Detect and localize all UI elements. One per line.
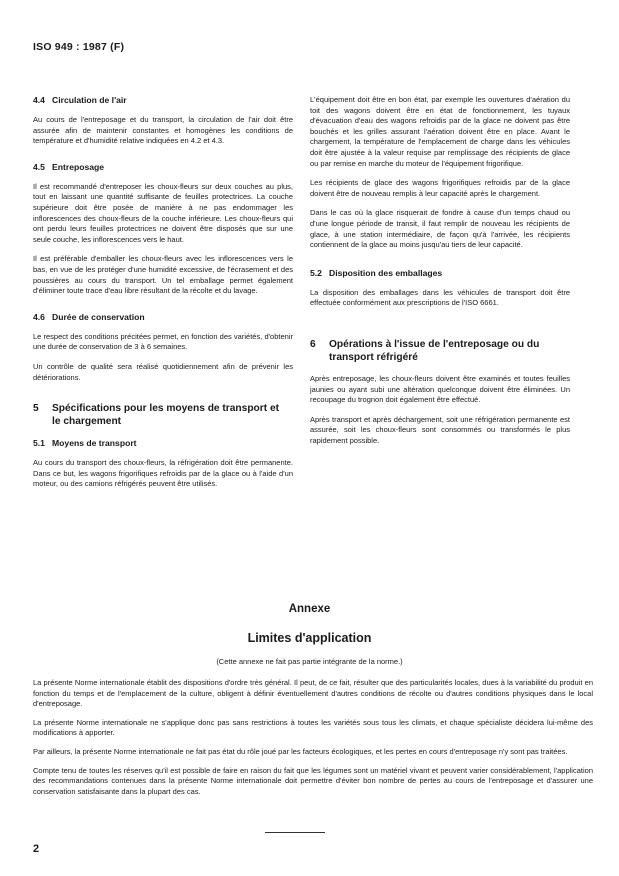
section-number: 5.1 [33,438,45,449]
section-title: Moyens de transport [52,438,137,449]
section-number: 4.6 [33,311,45,322]
annex-note: (Cette annexe ne fait pas partie intégrante de la norme.) [216,657,403,666]
section-number: 4.5 [33,161,45,172]
annex-paragraph-4: Compte tenu de toutes les réserves qu'il est possible de faire en raison du fait que les légumes sont un matériel vivant et peuvent varier considérablement, l'application des recommandations contenues dans la présente Norme internationale doit permettre d'éviter bon nombre de pertes au cours de l'entreposage et d'assurer une conservation satisfaisante dans la plupart des cas. [33,765,593,796]
section-title: Opérations à l'issue de l'entreposage ou du transport réfrigéré [329,338,540,363]
section-4-4-paragraph-1: Au cours de l'entreposage et du transport, la circulation de l'air doit être assurée afin de maintenir constantes et homogènes les conditions de température et d'humidité relative indiquées en 4.2 et 4.3. [33,115,293,146]
annex-label: Annexe [288,603,331,615]
section-title: Durée de conservation [52,311,145,322]
annex-paragraph-2: La présente Norme internationale ne s'applique donc pas sans restrictions à toutes les variétés sous tous les climats, et chaque spécialiste décidera lui-même des modifications à apporter. [33,717,593,738]
section-5-1-continued-paragraph-1: L'équipement doit être en bon état, par exemple les ouvertures d'aération du toit des wagons doivent être en état de fonctionnement, les tuyaux d'évacuation d'eau des wagons refroidis par de la glace ne doivent pas être bouchés et les grilles assurant l'aération doivent être en place. Avant le chargement, la température de l'emplacement de charge dans les véhicules doit être ajustée à la valeur requise par remplissage des récipients de glace ou par remise en marche du moteur de l'équipement frigorifique. [310,95,570,168]
section-4-6-heading [33,312,293,322]
section-6-paragraph-2: Après transport et après déchargement, soit une réfrigération permanente est assurée, soit les choux-fleurs sont consommés ou transformés le plus rapidement possible. [310,414,570,445]
section-5-2-paragraph-1: La disposition des emballages dans les véhicules de transport doit être effectuée conformément aux prescriptions de l'ISO 6661. [310,287,570,308]
section-4-6-paragraph-2: Un contrôle de qualité sera réalisé quotidiennement afin de prévenir les détériorations. [33,361,293,382]
section-number: 6 [310,338,316,350]
section-title: Disposition des emballages [329,267,443,278]
section-4-5-paragraph-1: Il est recommandé d'entreposer les choux-fleurs sur deux couches au plus, tout en laissant une quantité suffisante de feuilles protectrices. La couche supérieure doit être posée de manière à ne pas endommager les inflorescences des choux-fleurs de la couche inférieure. Les choux-fleurs qui ont perdu leurs feuilles protectrices ne doivent être disposés que sur une seule couche, les inflorescences vers le haut. [33,181,293,244]
section-6-paragraph-1: Après entreposage, les choux-fleurs doivent être examinés et toutes feuilles jaunies ou ayant subi une altération quelconque doivent être éliminées. Un recoupage du trognon doit également être effectué. [310,373,570,405]
section-4-5-paragraph-2: Il est préférable d'emballer les choux-fleurs avec les inflorescences vers le bas, en vue de les protéger d'une humidité excessive, de l'écrasement et des poussières au cours du transport. Un tel emballage permet également d'éliminer toute trace d'eau libre résultant de la récolte et du lavage. [33,254,293,296]
page-number: 2 [33,843,40,855]
annex-paragraph-1: La présente Norme internationale établit des dispositions d'ordre très général. Il peut, de ce fait, résulter que des particularités locales, dues à la variabilité du produit en fonction du temps et de l'emplacement de la culture, obligent à définir éventuellement d'autres conditions de récolte ou d'autres conditions physiques dans le local d'entreposage. [33,678,593,709]
section-5-1-paragraph-1: Au cours du transport des choux-fleurs, la réfrigération doit être permanente. Dans ce but, les wagons frigorifiques refroidis par de la glace ou à l'aide d'un moteur, ou des camions réfrigérés peuvent être utilisés. [33,458,293,489]
section-5-1-heading [33,438,293,448]
section-5-2-heading [310,268,570,278]
section-5-1-continued-paragraph-3: Dans le cas où la glace risquerait de fondre à cause d'un temps chaud ou d'une longue période de transit, il faut remplir de nouveau les récipients de glace, à une station intermédiaire, de façon qu'à l'arrivée, les récipients contiennent de la glace au moins jusqu'au tiers de leur capacité. [310,208,570,250]
section-4-6-paragraph-1: Le respect des conditions précitées permet, en fonction des variétés, d'obtenir une durée de conservation de 3 à 6 semaines. [33,331,293,352]
section-title: Circulation de l'air [52,95,127,105]
annex-paragraph-3: Par ailleurs, la présente Norme internationale ne fait pas état du rôle joué par les facteurs écologiques, et les pertes en cours d'entreposage n'y sont pas traitées. [33,746,568,756]
section-number: 5 [33,403,39,415]
section-title: Spécifications pour les moyens de transport et le chargement [52,403,280,428]
document-id-header: ISO 949 : 1987 (F) [33,41,125,53]
annex-title: Limites d'application [247,631,372,645]
section-5-heading [33,402,293,428]
section-number: 4.4 [33,95,45,105]
section-title: Entreposage [52,161,105,172]
footer-divider [265,832,325,833]
section-number: 5.2 [310,267,322,278]
section-4-4-heading [33,95,293,105]
section-5-1-continued-paragraph-2: Les récipients de glace des wagons frigorifiques refroidis par de la glace doivent être de nouveau remplis à leur capacité après le chargement. [310,178,570,198]
section-6-heading [310,338,570,364]
section-4-5-heading [33,162,293,172]
right-column [310,95,570,455]
left-column [33,95,293,499]
annex-body [33,678,593,805]
